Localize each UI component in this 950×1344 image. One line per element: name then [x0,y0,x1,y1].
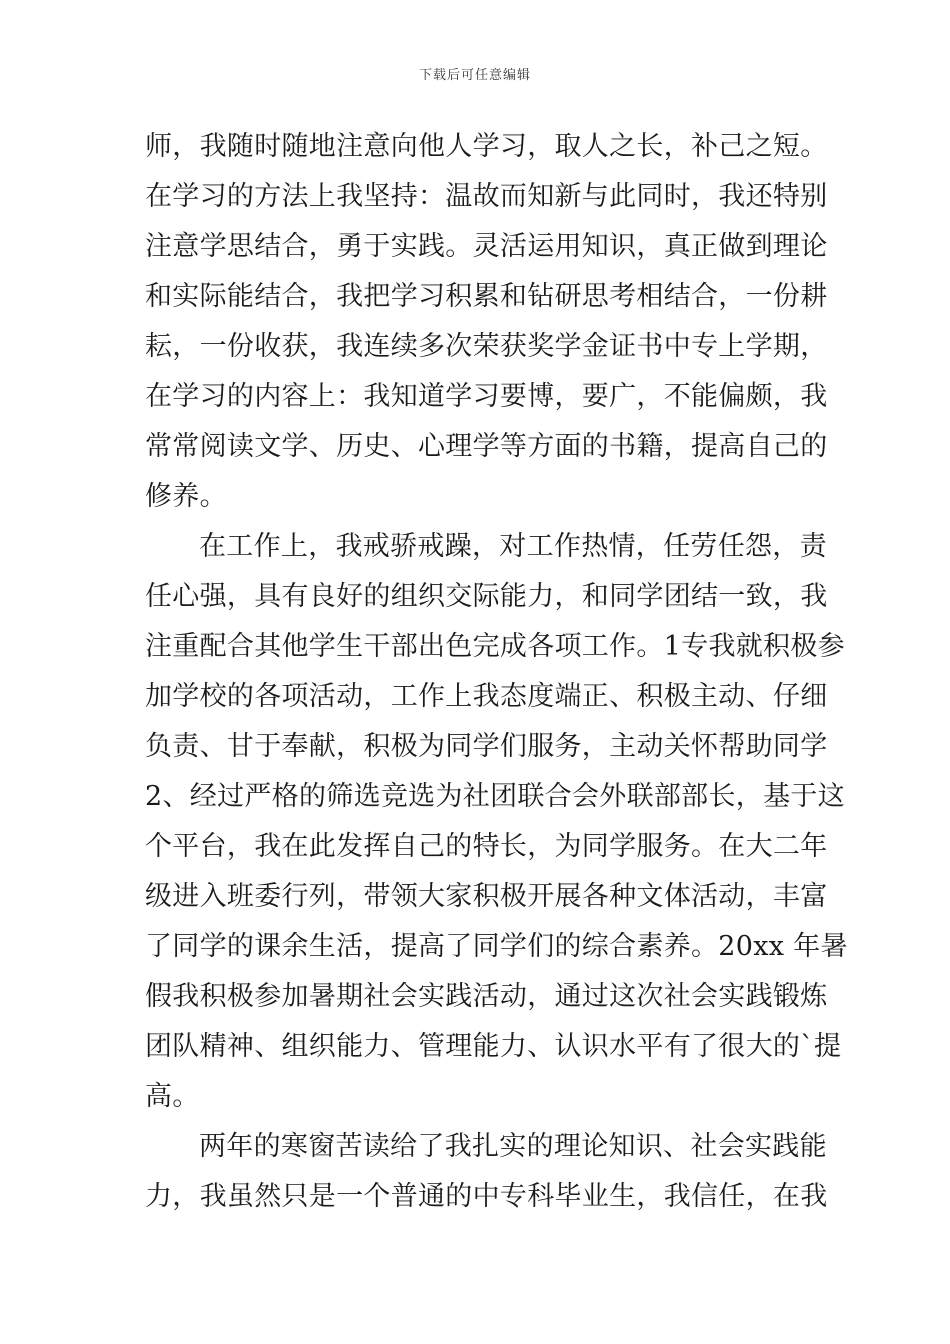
text-line: 2、经过严格的筛选竞选为社团联合会外联部部长，基于这 [145,781,845,812]
text-line: 团队精神、组织能力、管理能力、认识水平有了很大的`提 [145,1031,842,1062]
text-line: 注重配合其他学生干部出色完成各项工作。1专我就积极参 [145,631,845,662]
text-line: 力，我虽然只是一个普通的中专科毕业生，我信任，在我 [145,1181,828,1212]
text-line: 耘，一份收获，我连续多次荣获奖学金证书中专上学期， [145,331,828,362]
text-line: 在学习的内容上：我知道学习要博，要广，不能偏颇，我 [145,381,828,412]
text-line: 注意学思结合，勇于实践。灵活运用知识，真正做到理论 [145,231,828,262]
text-line: 了同学的课余生活，提高了同学们的综合素养。20xx 年暑 [145,931,848,962]
page-header: 下载后可任意编辑 [418,68,531,83]
text-line: 两年的寒窗苦读给了我扎实的理论知识、社会实践能 [199,1131,827,1162]
text-line: 师，我随时随地注意向他人学习，取人之长，补己之短。 [145,131,828,162]
text-line: 高。 [145,1081,200,1112]
text-line: 加学校的各项活动，工作上我态度端正、积极主动、仔细 [145,681,828,712]
text-line: 个平台，我在此发挥自己的特长，为同学服务。在大二年 [145,831,828,862]
text-line: 常常阅读文学、历史、心理学等方面的书籍，提高自己的 [145,431,828,462]
text-line: 负责、甘于奉献，积极为同学们服务，主动关怀帮助同学 [145,731,828,762]
text-line: 级进入班委行列，带领大家积极开展各种文体活动，丰富 [145,881,828,912]
document-body [145,122,848,1222]
text-line: 和实际能结合，我把学习积累和钻研思考相结合，一份耕 [145,281,828,312]
text-line: 任心强，具有良好的组织交际能力，和同学团结一致，我 [145,581,828,612]
text-line: 修养。 [145,481,227,512]
text-line: 在工作上，我戒骄戒躁，对工作热情，任劳任怨，责 [199,531,827,562]
text-line: 在学习的方法上我坚持：温故而知新与此同时，我还特别 [145,181,828,212]
text-line: 假我积极参加暑期社会实践活动，通过这次社会实践锻炼 [145,981,828,1012]
